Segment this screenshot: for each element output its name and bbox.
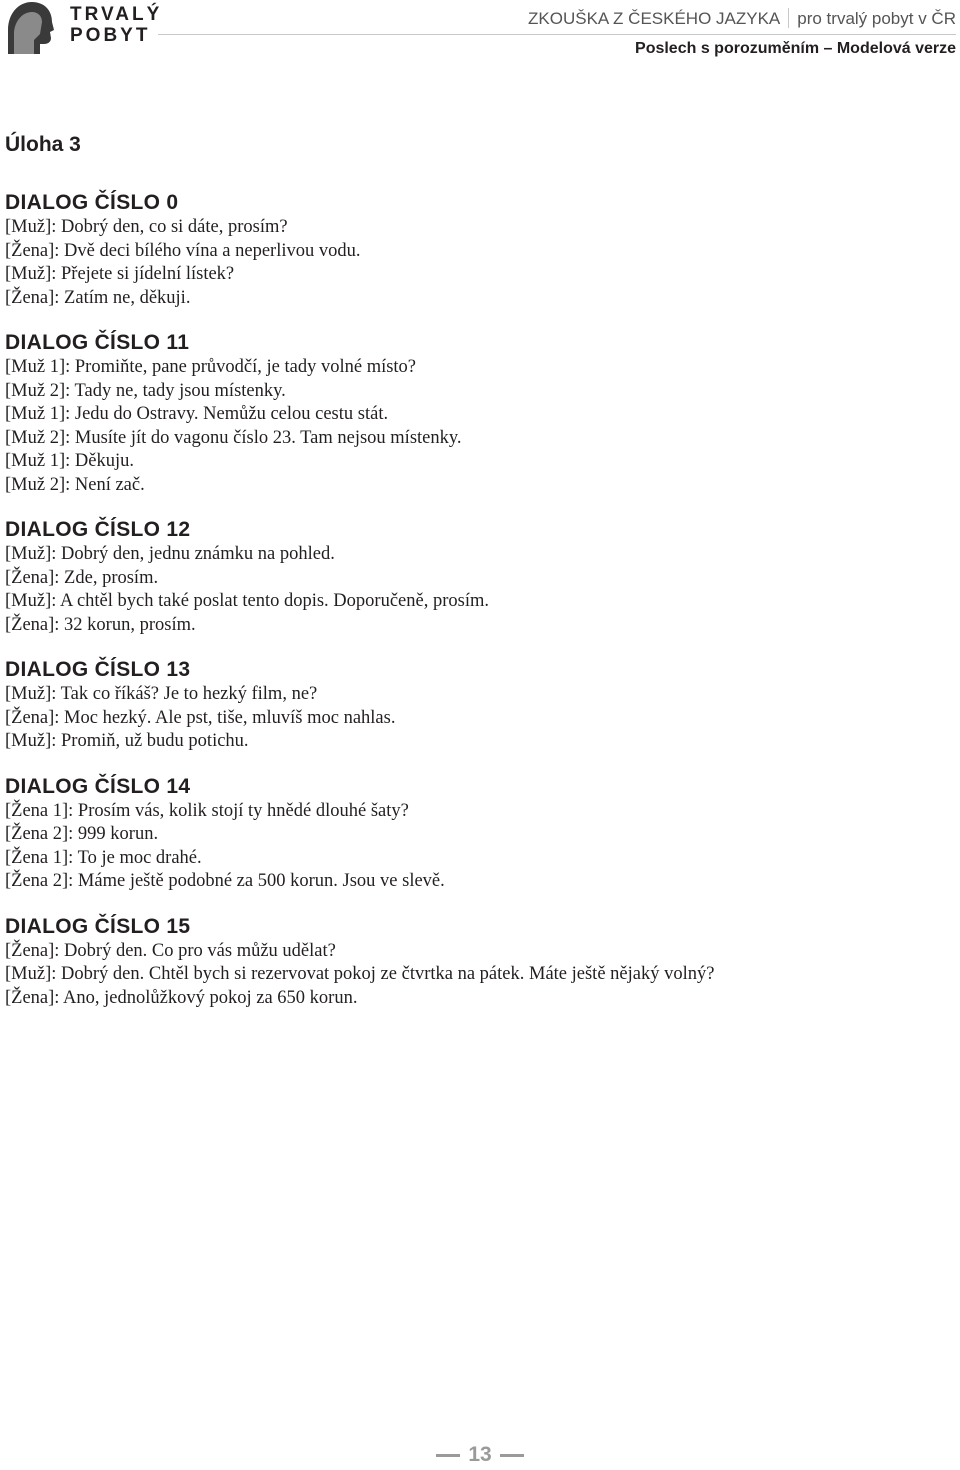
- dialog-line: [Žena 1]: To je moc drahé.: [5, 847, 202, 868]
- dialog-line: [Muž]: Dobrý den, jednu známku na pohled.: [5, 544, 335, 564]
- page-header: [0, 0, 960, 64]
- dialog-title: DIALOG ČÍSLO 0: [5, 191, 179, 214]
- dialog-line: [Žena]: 32 korun, prosím.: [5, 614, 196, 635]
- exam-title: ZKOUŠKA Z ČESKÉHO JAZYKA: [528, 9, 781, 28]
- logo: [4, 0, 163, 56]
- page-number-value: 13: [468, 1443, 492, 1466]
- exam-subtitle: Poslech s porozuměním – Modelová verze: [635, 40, 956, 57]
- dialog-title: DIALOG ČÍSLO 11: [5, 331, 190, 354]
- dialog-list: [5, 190, 945, 1010]
- dialog-title: DIALOG ČÍSLO 14: [5, 774, 191, 798]
- dialog-line: [Žena 2]: Máme ještě podobné za 500 korun. Jsou ve slevě.: [5, 871, 445, 891]
- logo-line-2: POBYT: [70, 25, 151, 46]
- dialog-line: [Muž 2]: Není zač.: [5, 474, 145, 495]
- dialog-line: [Muž 2]: Tady ne, tady jsou místenky.: [5, 380, 286, 401]
- logo-head-icon: [4, 0, 60, 56]
- dialog-block: [5, 517, 945, 637]
- dialog-line: [Muž 2]: Musíte jít do vagonu číslo 23. Tam nejsou místenky.: [5, 427, 462, 448]
- dialog-line: [Žena 2]: 999 korun.: [5, 824, 159, 844]
- dialog-block: [5, 774, 945, 894]
- dialog-title: DIALOG ČÍSLO 15: [5, 914, 191, 938]
- page-number-dash-right: [500, 1454, 524, 1457]
- dialog-line: [Muž 1]: Promiňte, pane průvodčí, je tady volné místo?: [5, 357, 417, 377]
- dialog-line: [Žena]: Moc hezký. Ale pst, tiše, mluvíš moc nahlas.: [5, 707, 396, 728]
- dialog-block: [5, 330, 945, 497]
- task-title: Úloha 3: [5, 133, 81, 156]
- dialog-line: [Žena]: Dobrý den. Co pro vás můžu udělat?: [5, 940, 336, 961]
- header-divider: [158, 34, 956, 35]
- dialog-block: [5, 657, 945, 754]
- exam-for: pro trvalý pobyt v ČR: [797, 9, 956, 28]
- document-body: [5, 130, 945, 1030]
- dialog-line: [Žena]: Ano, jednolůžkový pokoj za 650 korun.: [5, 987, 358, 1008]
- dialog-line: [Muž]: Promiň, už budu potichu.: [5, 731, 249, 751]
- dialog-title: DIALOG ČÍSLO 12: [5, 518, 191, 541]
- dialog-line: [Muž]: Dobrý den, co si dáte, prosím?: [5, 217, 288, 237]
- page-number: [0, 1443, 960, 1467]
- logo-text: [70, 4, 162, 46]
- dialog-line: [Muž]: Tak co říkáš? Je to hezký film, ne?: [5, 684, 318, 704]
- title-separator: [788, 8, 789, 28]
- exam-title-bar: [528, 8, 956, 29]
- dialog-line: [Muž]: A chtěl bych také poslat tento dopis. Doporučeně, prosím.: [5, 591, 489, 611]
- dialog-block: [5, 914, 945, 1011]
- dialog-line: [Žena 1]: Prosím vás, kolik stojí ty hnědé dlouhé šaty?: [5, 800, 409, 821]
- dialog-line: [Muž 1]: Jedu do Ostravy. Nemůžu celou cestu stát.: [5, 404, 389, 424]
- dialog-line: [Žena]: Dvě deci bílého vína a neperlivou vodu.: [5, 240, 361, 261]
- dialog-line: [Muž]: Přejete si jídelní lístek?: [5, 264, 235, 284]
- logo-line-1: TRVALÝ: [70, 4, 163, 25]
- dialog-line: [Žena]: Zatím ne, děkuji.: [5, 287, 191, 308]
- dialog-line: [Muž]: Dobrý den. Chtěl bych si rezervovat pokoj ze čtvrtka na pátek. Máte ještě nějaký volný?: [5, 964, 715, 984]
- dialog-block: [5, 190, 945, 310]
- page-number-dash-left: [436, 1454, 460, 1457]
- dialog-title: DIALOG ČÍSLO 13: [5, 658, 191, 681]
- dialog-line: [Žena]: Zde, prosím.: [5, 567, 159, 588]
- dialog-line: [Muž 1]: Děkuju.: [5, 451, 134, 471]
